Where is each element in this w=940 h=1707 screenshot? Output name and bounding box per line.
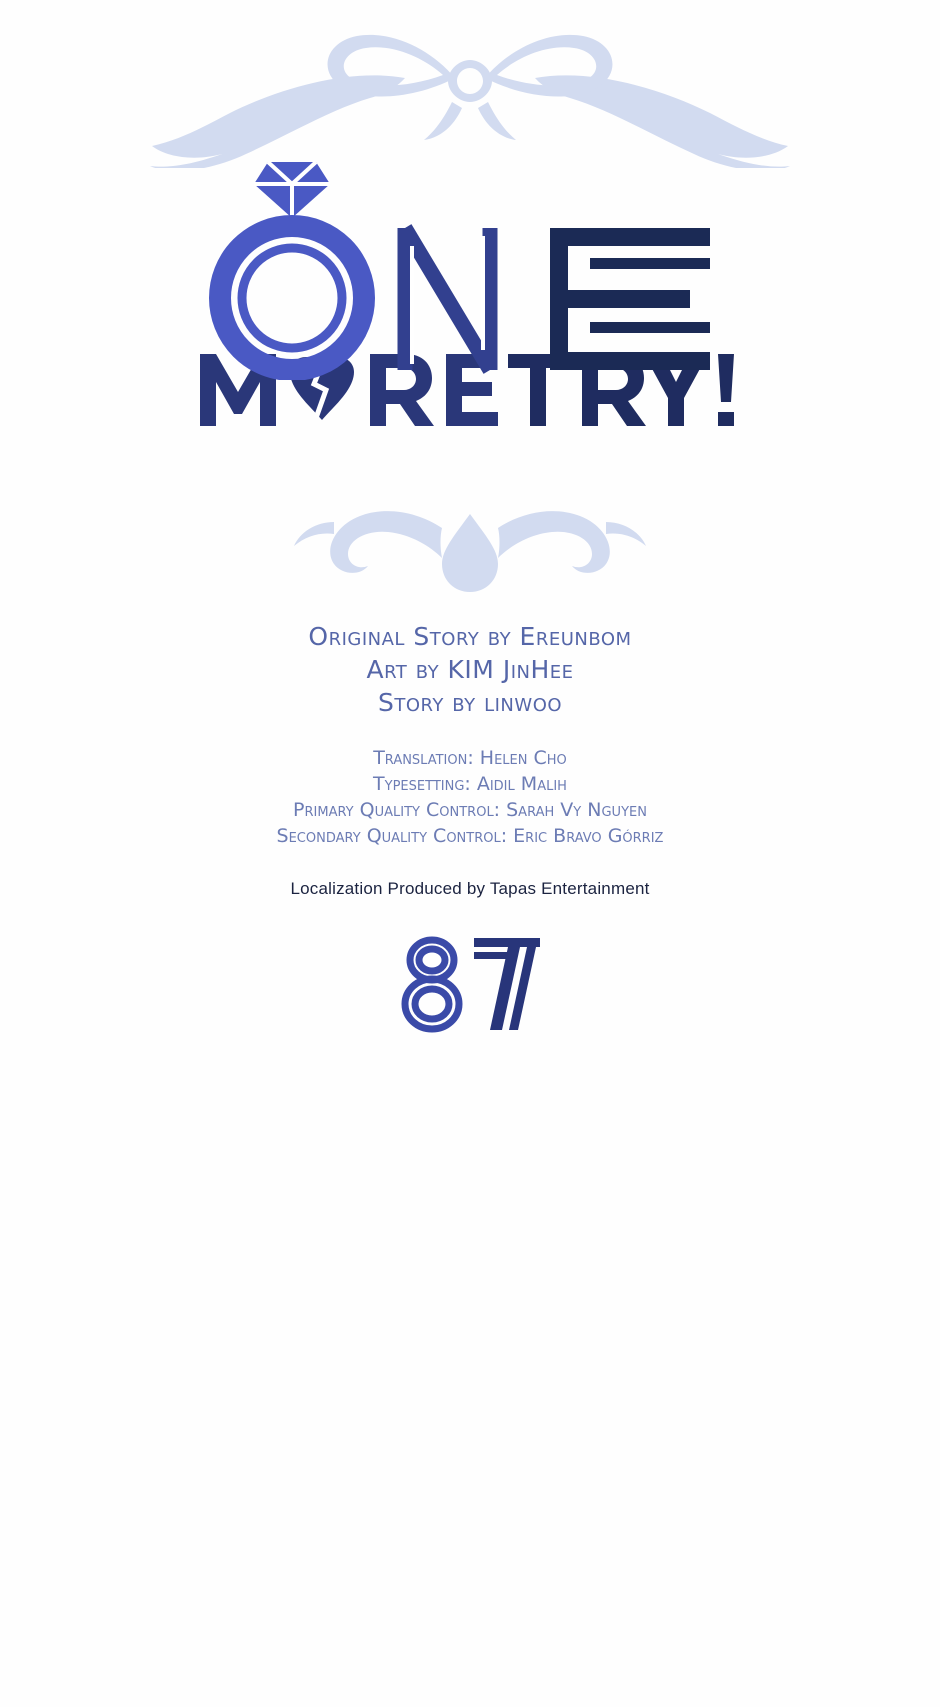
credits-main [0,620,940,719]
title-line-one [0,150,940,350]
credits-block [0,620,940,899]
credit-secondary-qc: Secondary Quality Control: Eric Bravo Górriz [276,825,664,847]
episode-number [0,930,940,1045]
credit-story: Story by linwoo [377,688,563,717]
credit-art: Art by KIM JinHee [366,655,574,684]
episode-number-graphic [370,930,570,1040]
flourish-divider-ornament [0,492,940,602]
diamond-ring-icon [254,162,330,218]
credit-typesetting: Typesetting: Aidil Malih [373,773,567,795]
credit-original-story: Original Story by Ereunbom [308,622,632,651]
title-line-one-graphic [190,150,750,380]
credit-primary-qc: Primary Quality Control: Sarah Vy Nguyen [293,799,647,821]
credit-producer: Localization Produced by Tapas Entertainment [290,879,650,898]
credit-translation: Translation: Helen Cho [373,747,567,769]
title-block [0,150,940,434]
ribbon-bow-ornament [0,18,940,168]
credits-localization [0,745,940,849]
